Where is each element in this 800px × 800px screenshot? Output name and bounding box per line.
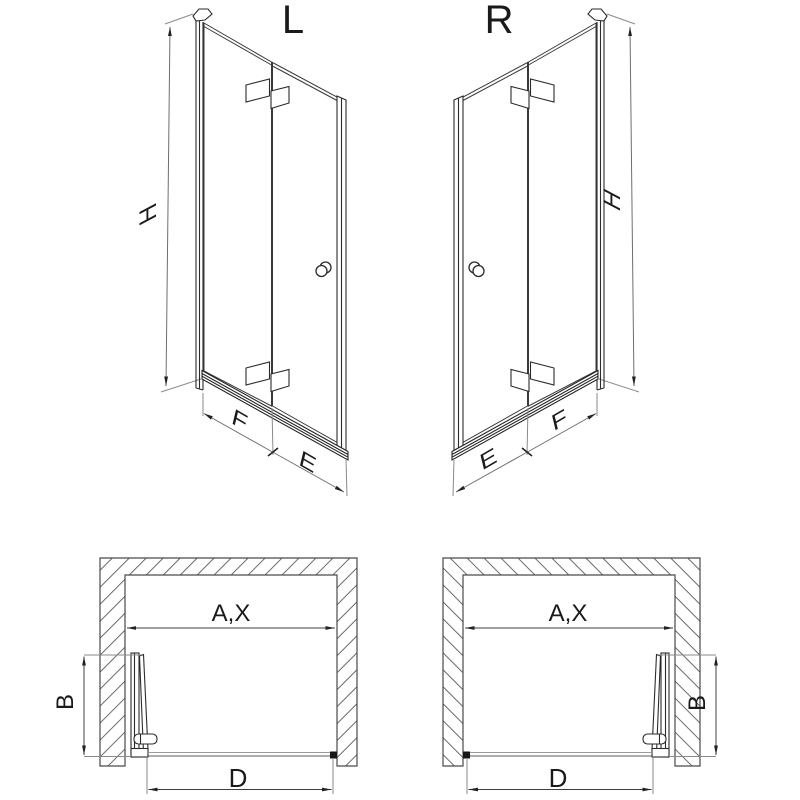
right-door-elevation: [452, 9, 639, 496]
dim-label-entry-left: D: [228, 763, 248, 793]
dim-label-front-left: F: [229, 404, 250, 437]
dim-label-depth-left: B: [52, 693, 79, 711]
dim-label-opening-right: A,X: [548, 600, 588, 627]
left-door-plan-view: [84, 558, 357, 794]
dim-label-depth-right: B: [684, 694, 711, 712]
dim-label-side-left: E: [296, 445, 319, 479]
left-variant-label: L: [281, 0, 305, 42]
dim-label-front-right: F: [549, 404, 570, 437]
right-variant-label: R: [484, 0, 514, 42]
dim-label-entry-right: D: [548, 763, 568, 793]
dim-label-height-left: H: [135, 198, 162, 230]
dim-label-height-right: H: [599, 184, 626, 216]
dim-label-opening-left: A,X: [211, 600, 251, 627]
right-door-plan-view: [443, 558, 716, 794]
dim-label-side-right: E: [477, 442, 500, 476]
left-door-elevation: [161, 9, 348, 496]
